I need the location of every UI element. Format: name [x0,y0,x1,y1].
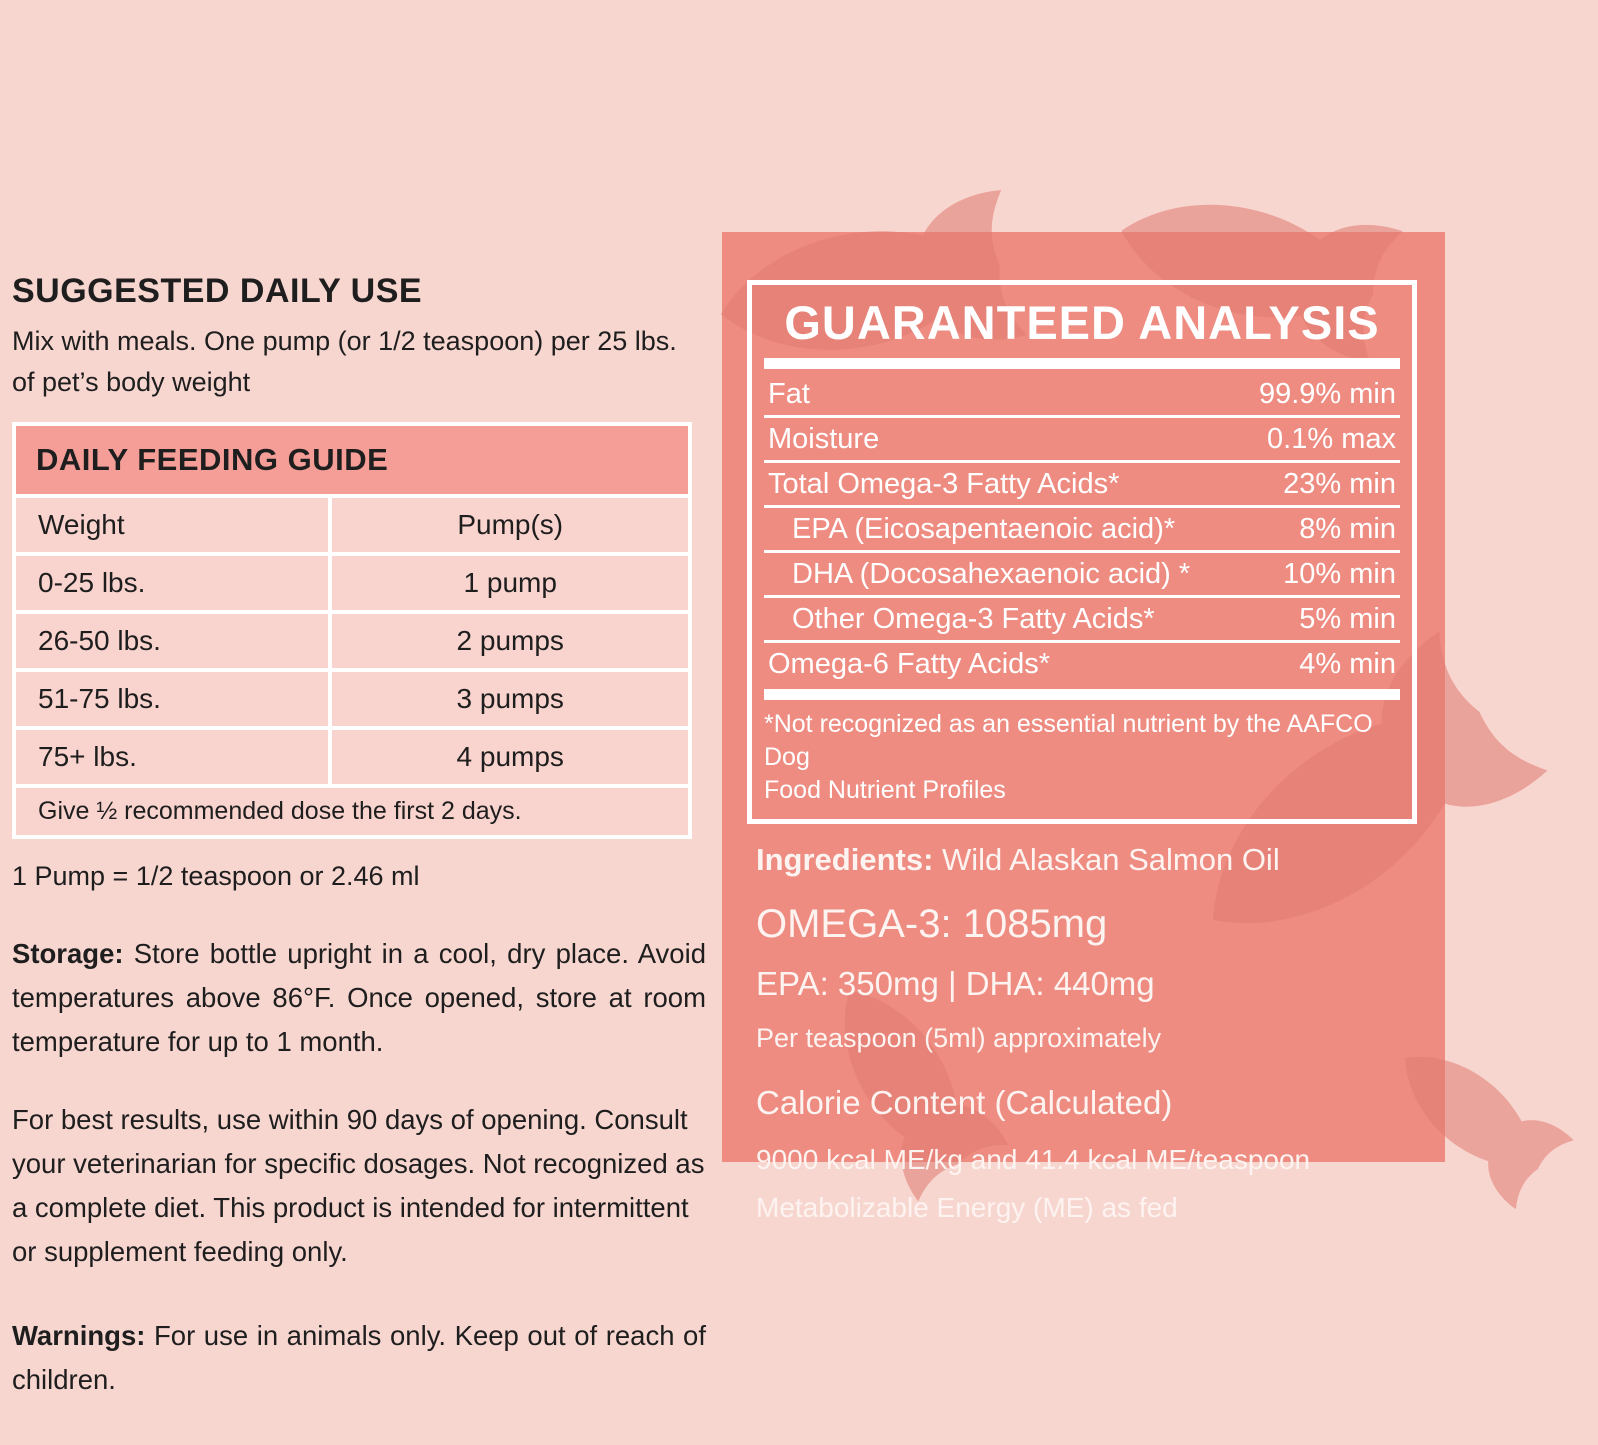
analysis-row-dha [764,553,1400,598]
epa-dha-line: EPA: 350mg | DHA: 440mg [756,965,1155,1002]
analysis-row-total-omega3 [764,463,1400,508]
column-header-weight: Weight [16,498,328,552]
best-results-paragraph: For best results, use within 90 days of opening. Consult your veterinarian for specific dosages. Not recognized as a complete diet. This product is intended for intermittent or supplement feeding only. [12,1104,705,1267]
storage-label: Storage: [12,938,124,969]
analysis-value: 8% min [1299,513,1396,545]
per-teaspoon-note: Per teaspoon (5ml) approximately [756,1023,1162,1053]
ingredients-line [756,842,1445,878]
analysis-label: Fat [768,378,810,410]
table-cell-pumps-2: 2 pumps [332,614,688,668]
analysis-footnote-line2: Food Nutrient Profiles [764,776,1006,804]
table-cell-pumps-4: 4 pumps [332,730,688,784]
nutrition-info-section [756,842,1445,1224]
analysis-value: 23% min [1283,468,1396,500]
table-cell-pumps-1: 1 pump [332,556,688,610]
analysis-value: 10% min [1283,558,1396,590]
analysis-label: Total Omega-3 Fatty Acids* [768,468,1120,500]
suggested-daily-use-title: SUGGESTED DAILY USE [12,272,423,310]
calorie-content-line2: Metabolizable Energy (ME) as fed [756,1192,1178,1223]
feeding-guide-note: Give ½ recommended dose the first 2 days. [16,788,688,835]
daily-feeding-guide-table [12,422,692,839]
table-cell-pumps-3: 3 pumps [332,672,688,726]
analysis-label: Other Omega-3 Fatty Acids* [792,603,1155,635]
analysis-footnote [764,708,1400,807]
ingredients-label: Ingredients: [756,842,934,877]
calorie-content-title: Calorie Content (Calculated) [756,1084,1173,1121]
feeding-guide-grid [16,498,688,835]
guaranteed-analysis-panel [722,232,1445,1223]
ingredients-value: Wild Alaskan Salmon Oil [933,842,1280,877]
table-cell-weight-3: 51-75 lbs. [16,672,328,726]
usage-directions-section [12,272,706,1402]
pump-equivalence-note: 1 Pump = 1/2 teaspoon or 2.46 ml [12,861,420,891]
analysis-value: 5% min [1299,603,1396,635]
divider-bar [764,358,1400,369]
storage-paragraph [12,932,706,1064]
table-cell-weight-4: 75+ lbs. [16,730,328,784]
table-cell-weight-1: 0-25 lbs. [16,556,328,610]
calorie-content-line1: 9000 kcal ME/kg and 41.4 kcal ME/teaspoon [756,1144,1311,1175]
column-header-pumps: Pump(s) [332,498,688,552]
warnings-paragraph [12,1314,706,1402]
analysis-label: Moisture [768,423,880,455]
analysis-label: EPA (Eicosapentaenoic acid)* [792,513,1176,545]
analysis-label: DHA (Docosahexaenoic acid) * [792,558,1191,590]
analysis-row-omega6 [764,643,1400,685]
analysis-value: 4% min [1299,648,1396,680]
guaranteed-analysis-box [747,280,1417,824]
analysis-row-other-omega3 [764,598,1400,643]
warnings-label: Warnings: [12,1320,146,1351]
analysis-value: 99.9% min [1258,378,1396,410]
analysis-footnote-line1: *Not recognized as an essential nutrient by the AAFCO Dog [764,710,1373,771]
analysis-label: Omega-6 Fatty Acids* [768,648,1051,680]
omega3-total-line: OMEGA-3: 1085mg [756,902,1108,946]
analysis-value: 0.1% max [1267,423,1396,455]
suggested-daily-use-body: Mix with meals. One pump (or 1/2 teaspoon) per 25 lbs. of pet’s body weight [12,326,677,397]
analysis-row-moisture [764,418,1400,463]
table-cell-weight-2: 26-50 lbs. [16,614,328,668]
storage-text: Store bottle upright in a cool, dry place. Avoid temperatures above 86°F. Once opened, store at room temperature for up to 1 month. [12,938,706,1057]
feeding-guide-title: DAILY FEEDING GUIDE [16,426,688,494]
divider-bar [764,689,1400,700]
warnings-text: For use in animals only. Keep out of reach of children. [12,1320,706,1395]
analysis-row-fat [764,373,1400,418]
analysis-row-epa [764,508,1400,553]
guaranteed-analysis-title: GUARANTEED ANALYSIS [784,296,1380,349]
